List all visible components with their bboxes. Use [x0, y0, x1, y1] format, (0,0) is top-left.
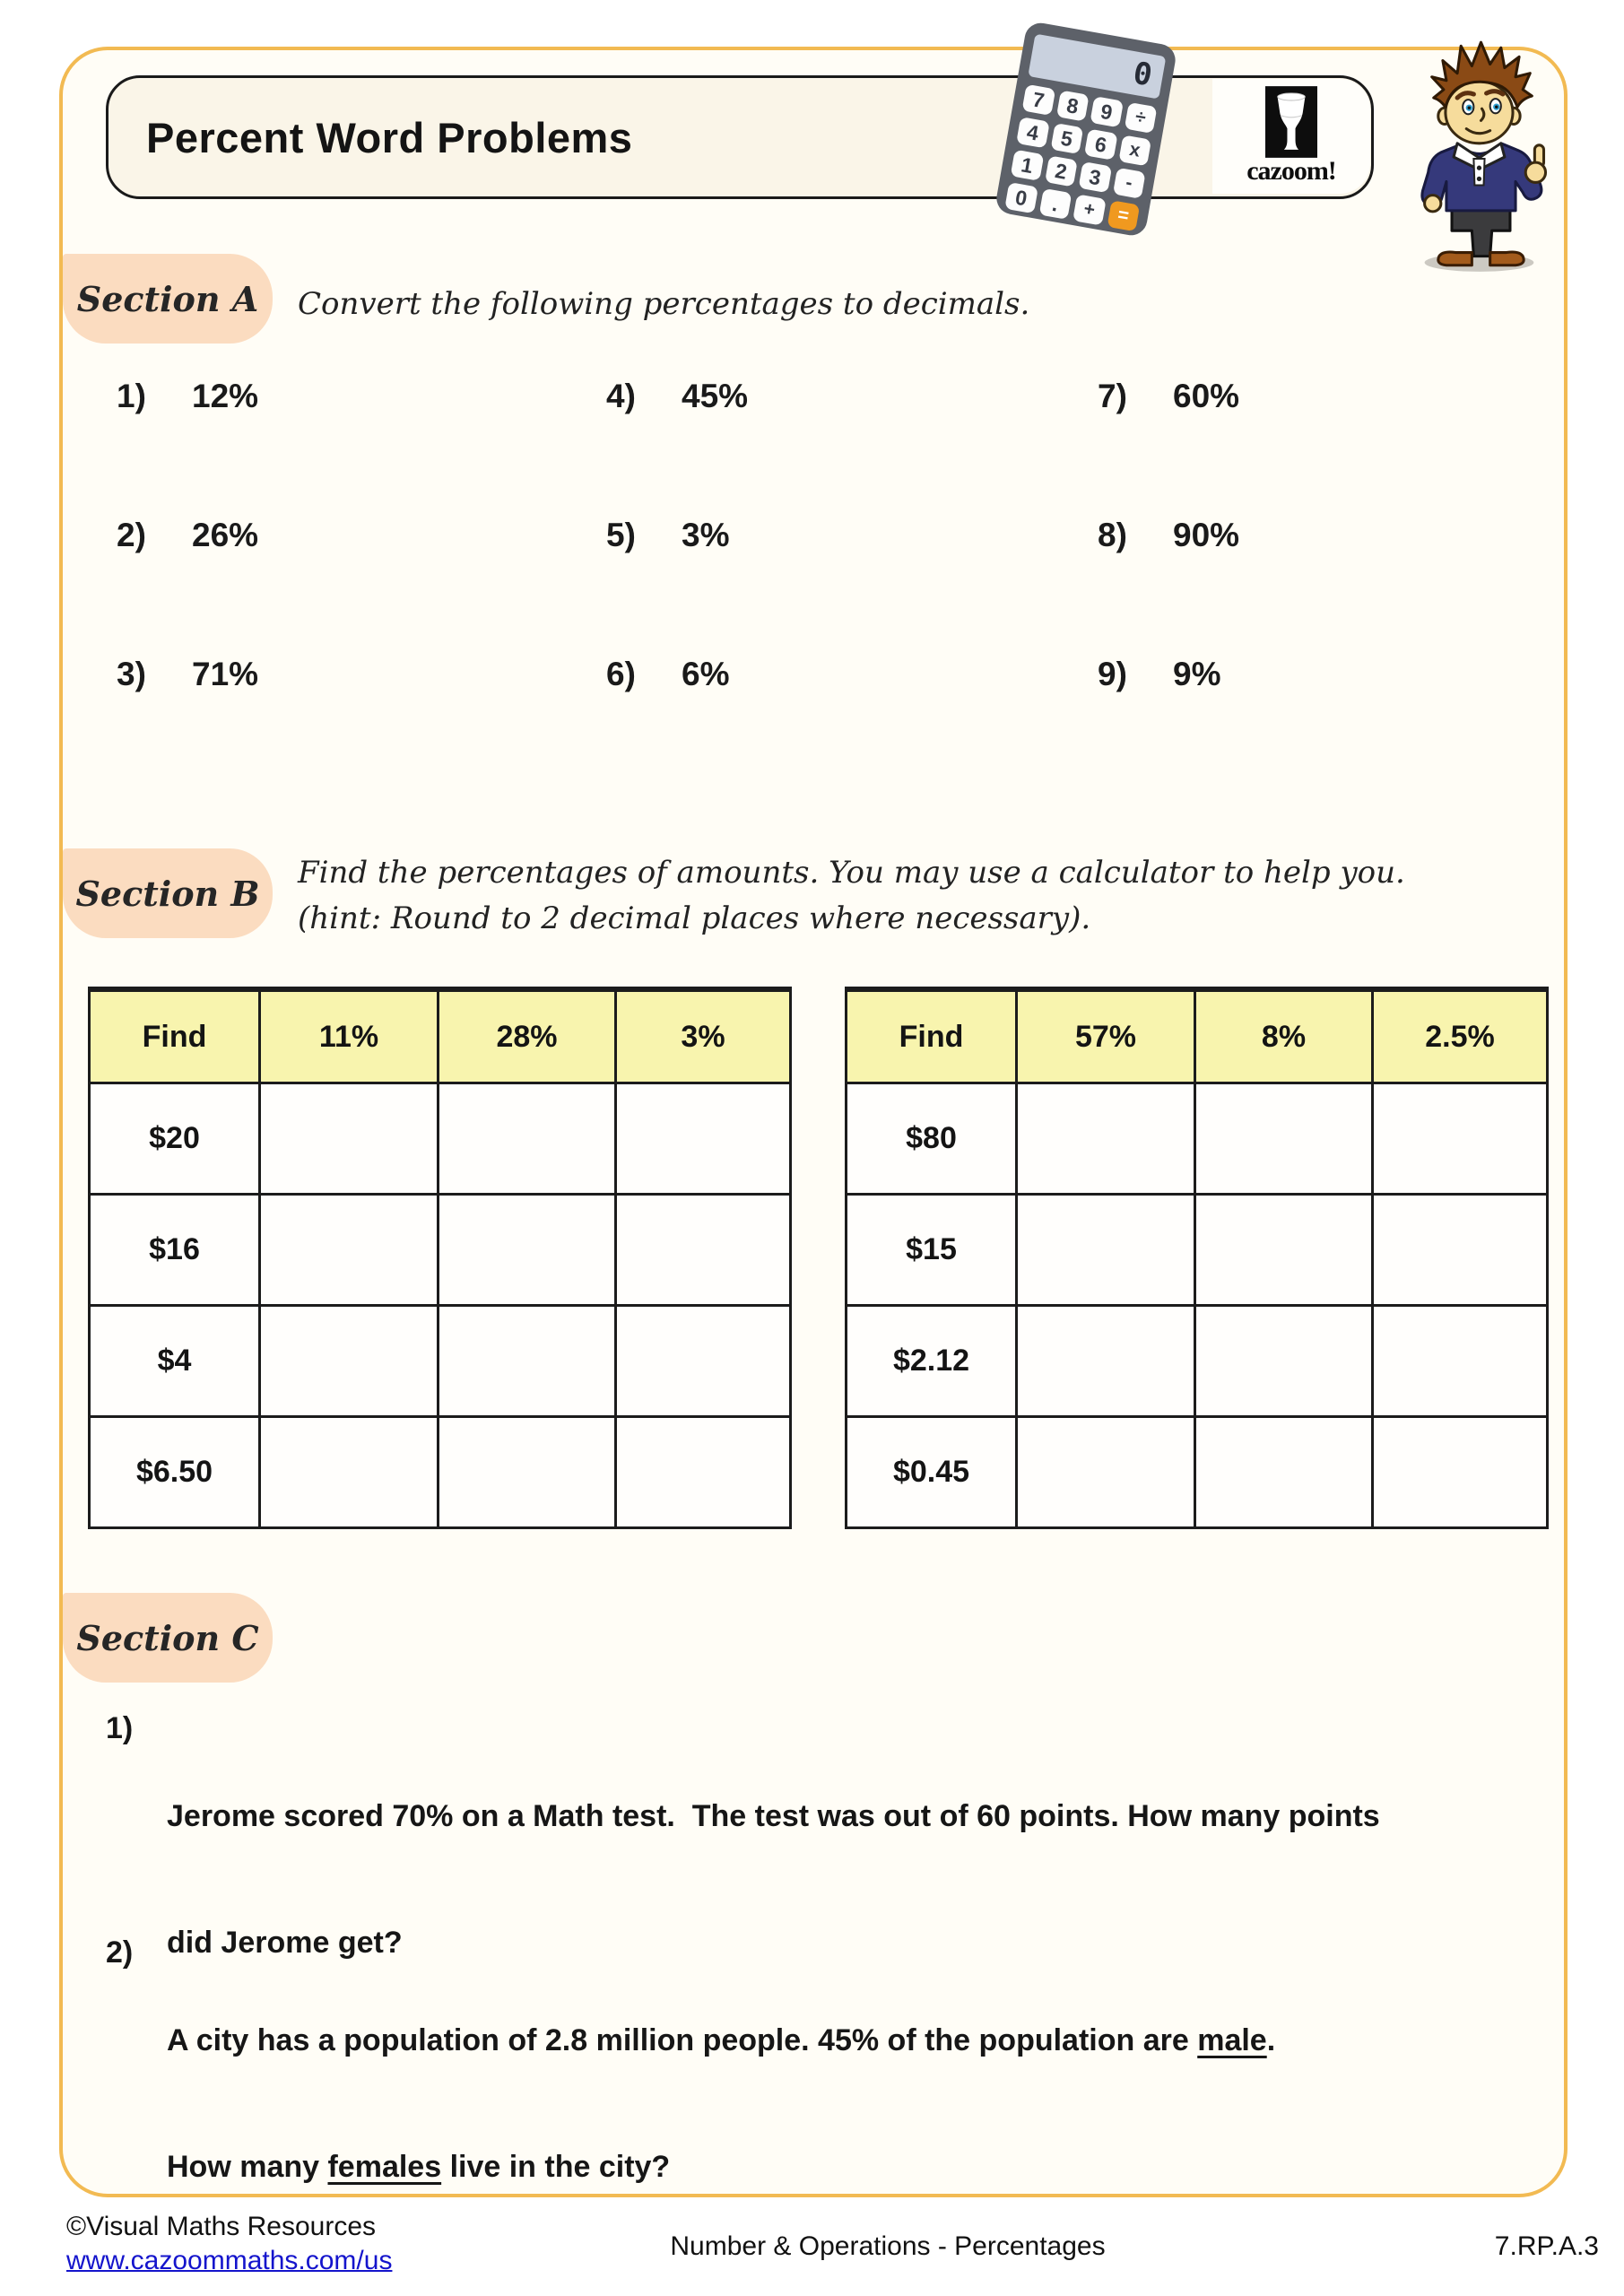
column-header: 2.5% [1373, 989, 1548, 1083]
row-label: $20 [90, 1083, 260, 1195]
answer-cell [439, 1417, 616, 1528]
table-row [847, 1083, 1548, 1195]
answer-cell [1195, 1306, 1373, 1417]
row-label: $2.12 [847, 1306, 1017, 1417]
problem-number: 2) [106, 1935, 134, 1970]
problem-value: 6% [682, 656, 730, 692]
cazoom-logo-text: cazoom! [1246, 156, 1336, 186]
mascot-boy-illustration [1388, 38, 1575, 274]
calculator-key-decimal: . [1038, 188, 1072, 220]
problem-value: 12% [192, 378, 259, 414]
table-header-row [90, 989, 791, 1083]
problem-number: 7) [1098, 378, 1127, 414]
section-a-label: Section A [63, 254, 273, 344]
standard-code: 7.RP.A.3 [1494, 2231, 1599, 2261]
copyright-text: ©Visual Maths Resources [66, 2212, 377, 2241]
problem-number: 4) [606, 378, 636, 414]
table-row [847, 1195, 1548, 1306]
answer-cell [260, 1083, 439, 1195]
calculator-key-plus: + [1073, 194, 1106, 225]
table-row [90, 1195, 791, 1306]
cazoom-logo [1212, 79, 1370, 194]
answer-cell [1373, 1417, 1548, 1528]
problem-value: 45% [682, 378, 749, 414]
row-label: $0.45 [847, 1417, 1017, 1528]
calculator-key: 2 [1045, 155, 1078, 187]
answer-cell [439, 1195, 616, 1306]
table-row [847, 1306, 1548, 1417]
problem-a3 [117, 656, 258, 693]
problem-text-line1: Jerome scored 70% on a Math test. The test was out of 60 points. How many points [167, 1799, 1380, 1833]
answer-cell [616, 1195, 791, 1306]
column-header: Find [847, 989, 1017, 1083]
problem-number: 9) [1098, 656, 1127, 692]
underlined-word: male [1197, 2023, 1267, 2057]
problem-value: 90% [1173, 517, 1240, 553]
answer-cell [260, 1306, 439, 1417]
page-title: Percent Word Problems [146, 113, 633, 161]
column-header: 11% [260, 989, 439, 1083]
text-segment: live in the city? [441, 2150, 671, 2184]
title-bar [106, 75, 1374, 199]
calculator-key: 7 [1022, 84, 1055, 116]
problem-a4 [606, 378, 748, 415]
calculator-keypad [994, 83, 1167, 233]
row-label: $6.50 [90, 1417, 260, 1528]
calculator-key: 3 [1078, 161, 1111, 193]
table-row [847, 1417, 1548, 1528]
answer-cell [1195, 1195, 1373, 1306]
answer-cell [616, 1306, 791, 1417]
answer-cell [1017, 1417, 1195, 1528]
percent-table-right [845, 987, 1549, 1529]
column-header: 57% [1017, 989, 1195, 1083]
answer-cell [1373, 1306, 1548, 1417]
website-link[interactable]: www.cazoommaths.com/us [66, 2246, 393, 2275]
table-row [90, 1417, 791, 1528]
column-header: 8% [1195, 989, 1373, 1083]
problem-a7 [1098, 378, 1239, 415]
problem-number: 3) [117, 656, 146, 692]
problem-value: 71% [192, 656, 259, 692]
section-c-label: Section C [63, 1593, 273, 1683]
calculator-key: 5 [1050, 123, 1083, 154]
answer-cell [1017, 1083, 1195, 1195]
problem-a8 [1098, 517, 1239, 554]
problem-a9 [1098, 656, 1220, 693]
calculator-key: 0 [1004, 182, 1038, 213]
problem-text-line2 [167, 2146, 1275, 2188]
row-label: $80 [847, 1083, 1017, 1195]
problem-number: 6) [606, 656, 636, 692]
calculator-key: 6 [1084, 129, 1117, 161]
problem-text-line1 [167, 2020, 1275, 2062]
topic-label: Number & Operations - Percentages [670, 2231, 1106, 2261]
problem-value: 3% [682, 517, 730, 553]
answer-cell [1373, 1195, 1548, 1306]
section-b-instruction-line1: Find the percentages of amounts. You may use a calculator to help you. [298, 855, 1405, 891]
problem-a5 [606, 517, 729, 554]
calculator-key-multiply: x [1118, 135, 1151, 166]
column-header: 28% [439, 989, 616, 1083]
table-header-row [847, 989, 1548, 1083]
table-row [90, 1306, 791, 1417]
problem-number: 5) [606, 517, 636, 553]
problem-a2 [117, 517, 258, 554]
section-a-instruction: Convert the following percentages to decimals. [298, 286, 1030, 322]
row-label: $4 [90, 1306, 260, 1417]
djembe-drum-icon [1265, 86, 1317, 158]
answer-cell [1017, 1306, 1195, 1417]
text-segment: A city has a population of 2.8 million people. 45% of the population are [167, 2023, 1198, 2057]
problem-number: 1) [106, 1711, 134, 1745]
problem-number: 1) [117, 378, 146, 414]
text-segment: How many [167, 2150, 328, 2184]
section-b-instruction-line2: (hint: Round to 2 decimal places where necessary). [298, 900, 1091, 936]
calculator-key-divide: ÷ [1124, 102, 1157, 134]
text-segment: . [1266, 2023, 1276, 2057]
underlined-word: females [327, 2150, 442, 2184]
answer-cell [1195, 1083, 1373, 1195]
answer-cell [1017, 1195, 1195, 1306]
calculator-screen: 0 [1028, 34, 1166, 100]
answer-cell [260, 1417, 439, 1528]
problem-value: 26% [192, 517, 259, 553]
calculator-key: 9 [1090, 96, 1123, 127]
answer-cell [439, 1306, 616, 1417]
problem-value: 60% [1173, 378, 1240, 414]
answer-cell [616, 1417, 791, 1528]
row-label: $16 [90, 1195, 260, 1306]
column-header: Find [90, 989, 260, 1083]
answer-cell [260, 1195, 439, 1306]
calculator-key-equals: = [1107, 200, 1140, 231]
problem-a6 [606, 656, 729, 693]
calculator-key: 1 [1011, 150, 1044, 181]
row-label: $15 [847, 1195, 1017, 1306]
answer-cell [1195, 1417, 1373, 1528]
problem-text-line2: did Jerome get? [167, 1926, 403, 1960]
section-b-instruction [298, 850, 1405, 942]
calculator-key: 8 [1055, 90, 1089, 121]
table-row [90, 1083, 791, 1195]
answer-cell [439, 1083, 616, 1195]
answer-cell [1373, 1083, 1548, 1195]
problem-a1 [117, 378, 258, 415]
problem-number: 2) [117, 517, 146, 553]
problem-number: 8) [1098, 517, 1127, 553]
answer-cell [616, 1083, 791, 1195]
problem-value: 9% [1173, 656, 1221, 692]
percent-table-left [88, 987, 792, 1529]
calculator-key-minus: - [1112, 168, 1145, 199]
column-header: 3% [616, 989, 791, 1083]
section-b-label: Section B [63, 848, 273, 938]
calculator-key: 4 [1016, 117, 1049, 148]
